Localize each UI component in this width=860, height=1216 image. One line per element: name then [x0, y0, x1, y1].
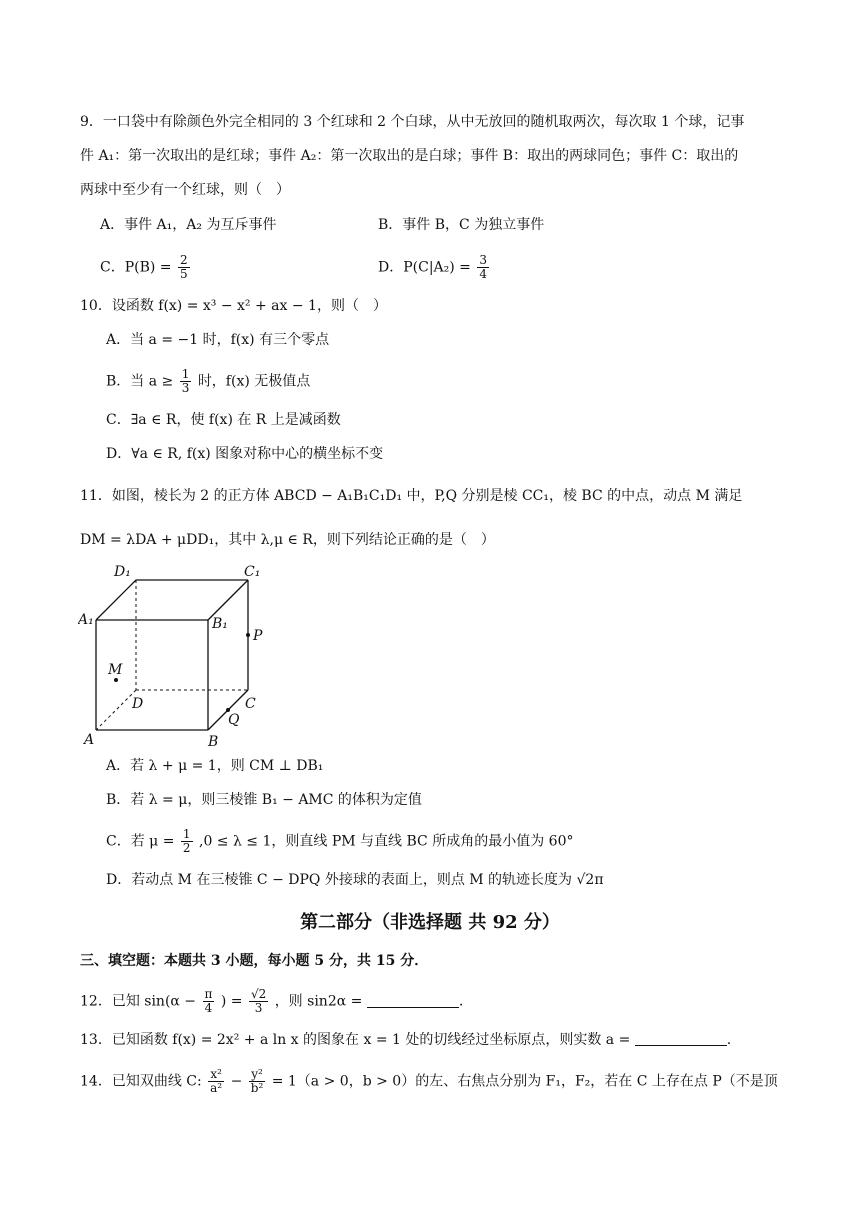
q10-option-b-fraction [180, 368, 192, 395]
q11-option-d: D．若动点 M 在三棱锥 C − DPQ 外接球的表面上，则点 M 的轨迹长度为 √2π [106, 872, 604, 888]
q9-option-d-text: D．P(C|A₂) = [378, 259, 471, 276]
q13-end: . [726, 1032, 732, 1048]
point-p-dot [246, 633, 250, 637]
q14-x-fraction [208, 1068, 224, 1095]
q9-line2: 件 A₁：第一次取出的是红球；事件 A₂：第一次取出的是白球；事件 B：取出的两球同色；事件 C：取出的 [80, 148, 739, 164]
label-q: Q [228, 712, 240, 728]
edge-d-a-hidden [96, 690, 136, 730]
q12-suffix: ，则 sin2α = [274, 993, 363, 1010]
q13-line [80, 1030, 731, 1050]
q14-line [80, 1068, 778, 1095]
q14-prefix: 14．已知双曲线 C: [80, 1073, 202, 1090]
fraction-denominator: 4 [479, 267, 487, 281]
fraction-numerator: x² [210, 1067, 222, 1081]
q10-option-b [106, 368, 310, 395]
label-b1: B₁ [212, 616, 228, 632]
q9-option-d [378, 254, 491, 281]
label-d1: D₁ [114, 564, 131, 580]
q14-y-fraction [249, 1068, 266, 1095]
fraction-denominator: 3 [254, 1001, 263, 1015]
fraction-denominator: a² [210, 1081, 223, 1095]
q10-option-c: C．∃a ∈ R，使 f(x) 在 R 上是减函数 [106, 412, 341, 428]
q9-option-c [100, 254, 192, 281]
q11-line1: 11．如图，棱长为 2 的正方体 ABCD − A₁B₁C₁D₁ 中，P,Q 分别是棱 CC₁，棱 BC 的中点，动点 M 满足 [80, 488, 743, 504]
q14-suffix: = 1（a > 0，b > 0）的左、右焦点分别为 F₁，F₂，若在 C 上存在点 P（不是顶 [271, 1073, 778, 1090]
part2-heading: 第二部分（非选择题 共 92 分） [300, 912, 560, 933]
label-c: C [245, 696, 256, 712]
q9-option-d-fraction [477, 254, 489, 281]
q11-option-c [106, 828, 573, 855]
q11-option-a: A．若 λ + μ = 1，则 CM ⊥ DB₁ [106, 758, 324, 774]
q9-option-c-fraction [178, 254, 190, 281]
q12-answer-blank[interactable] [367, 993, 459, 1008]
q11-option-c-text: C．若 μ = [106, 833, 175, 850]
q12-line [80, 988, 463, 1015]
label-p: P [253, 628, 263, 644]
edge-a1-d1 [96, 580, 136, 620]
q11-option-b: B．若 λ = μ，则三棱锥 B₁ − AMC 的体积为定值 [106, 792, 422, 808]
fraction-denominator: 3 [181, 381, 190, 395]
label-d: D [132, 696, 144, 712]
fraction-denominator: b² [250, 1081, 264, 1095]
q9-line1: 9．一口袋中有除颜色外完全相同的 3 个红球和 2 个白球，从中无放回的随机取两次，每次取 1 个球，记事 [80, 114, 745, 130]
q11-line2: DM = λDA + μDD₁，其中 λ,μ ∈ R，则下列结论正确的是（ ） [80, 532, 495, 548]
label-m: M [108, 662, 123, 678]
q10-option-d: D．∀a ∈ R, f(x) 图象对称中心的横坐标不变 [106, 446, 384, 462]
fraction-numerator: 2 [179, 253, 188, 267]
fraction-numerator: 1 [181, 367, 190, 381]
q12-prefix: 12．已知 sin(α − [80, 993, 197, 1010]
fraction-denominator: 4 [204, 1001, 213, 1015]
point-m-dot [114, 678, 118, 682]
q9-option-a: A．事件 A₁，A₂ 为互斥事件 [100, 217, 277, 233]
fraction-numerator: 3 [479, 253, 487, 267]
q10-stem: 10．设函数 f(x) = x³ − x² + ax − 1，则（ ） [80, 298, 387, 314]
fraction-numerator: √2 [250, 987, 267, 1001]
fraction-numerator: π [204, 987, 213, 1001]
edge-b1-c1 [208, 580, 248, 620]
fraction-denominator: 5 [179, 267, 188, 281]
q12-mid: ) = [220, 993, 243, 1010]
q11-option-c-suffix: ,0 ≤ λ ≤ 1，则直线 PM 与直线 BC 所成角的最小值为 60° [199, 833, 574, 850]
fraction-denominator: 2 [182, 841, 191, 855]
section3-heading: 三、填空题：本题共 3 小题，每小题 5 分，共 15 分． [80, 953, 429, 969]
label-c1: C₁ [244, 564, 261, 580]
label-a: A [84, 732, 95, 748]
q12-end: . [458, 993, 464, 1010]
q10-option-b-text: B．当 a ≥ [106, 373, 174, 390]
label-b: B [208, 734, 219, 750]
cube-figure [78, 560, 278, 750]
fraction-numerator: y² [251, 1067, 263, 1081]
q13-answer-blank[interactable] [635, 1031, 727, 1046]
q14-minus: − [230, 1073, 243, 1090]
fraction-numerator: 1 [182, 827, 191, 841]
q12-value-fraction [249, 988, 268, 1015]
q13-text: 13．已知函数 f(x) = 2x² + a ln x 的图象在 x = 1 处的切线经过坐标原点，则实数 a = [80, 1032, 631, 1048]
q12-pi-fraction [203, 988, 215, 1015]
label-a1: A₁ [78, 612, 94, 628]
q9-option-b: B．事件 B，C 为独立事件 [378, 217, 545, 233]
q10-option-b-suffix: 时，f(x) 无极值点 [197, 373, 311, 390]
q9-option-c-text: C．P(B) = [100, 259, 172, 276]
q10-option-a: A．当 a = −1 时，f(x) 有三个零点 [106, 332, 330, 348]
q11-option-c-fraction [181, 828, 193, 855]
q9-line3: 两球中至少有一个红球，则（ ） [80, 182, 290, 198]
